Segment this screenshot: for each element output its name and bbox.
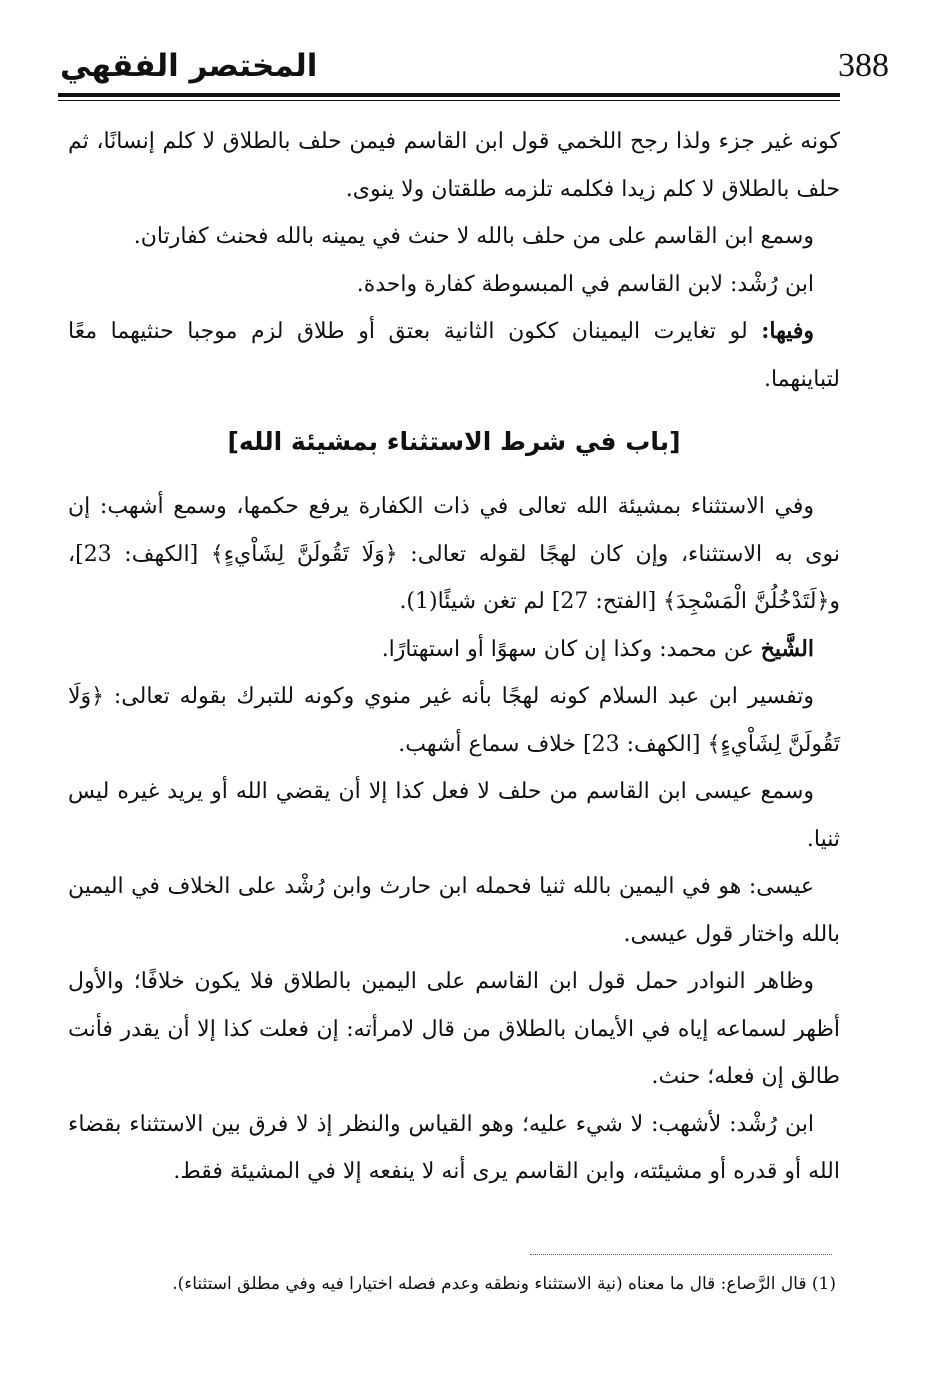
page-number: 388 bbox=[838, 47, 889, 84]
footnote-separator bbox=[530, 1254, 832, 1255]
paragraph: وسمع عيسى ابن القاسم من حلف لا فعل كذا إلا أن يقضي الله أو يريد غيره ليس ثنيا. bbox=[68, 779, 840, 852]
paragraph-lead: الشَّيخ bbox=[760, 635, 814, 662]
paragraph-lead: وفيها: bbox=[761, 318, 814, 344]
paragraph: عيسى: هو في اليمين بالله ثنيا فحمله ابن حارث وابن رُشْد على الخلاف في اليمين بالله واختار قول عيسى. bbox=[68, 874, 840, 947]
paragraph: وتفسير ابن عبد السلام كونه لهجًا بأنه غير منوي وكونه للتبرك بقوله تعالى: ﴿وَلَا تَقُولَنَّ لِشَاْيءٍ﴾ [الكهف: 23] خلاف سماع أشهب. bbox=[68, 684, 840, 757]
header-rule-thick bbox=[58, 93, 840, 97]
paragraph bbox=[68, 308, 840, 403]
paragraph: ابن رُشْد: لابن القاسم في المبسوطة كفارة واحدة. bbox=[356, 271, 814, 297]
paragraph: وفي الاستثناء بمشيئة الله تعالى في ذات الكفارة يرفع حكمها، وسمع أشهب: إن نوى به الاستثناء، وإن كان لهجًا لقوله تعالى: ﴿وَلَا تَقُولَنَّ لِشَاْيءٍ﴾ [الكهف: 23]، و﴿لَتَدْخُلُنَّ الْمَسْجِدَ﴾ [الفتح: 27] لم تغن شيئًا(1). bbox=[68, 494, 840, 614]
paragraph: ابن رُشْد: لأشهب: لا شيء عليه؛ وهو القياس والنظر إذ لا فرق بين الاستثناء بقضاء الله أو قدره أو مشيئته، وابن القاسم يرى أنه لا ينفعه إلا في المشيئة فقط. bbox=[68, 1111, 840, 1184]
section-heading: [باب في شرط الاستثناء بمشيئة الله] bbox=[227, 427, 681, 456]
paragraph: كونه غير جزء ولذا رجح اللخمي قول ابن القاسم فيمن حلف بالطلاق لا كلم إنسانًا، ثم حلف بالطلاق لا كلم زيدا فكلمه تلزمه طلقتان ولا ينوى. bbox=[68, 129, 840, 202]
footnote: (1) قال الرَّصاع: قال ما معناه (نية الاستثناء ونطقه وعدم فصله اختيارا فيه وفي مطلق استثناء). bbox=[172, 1274, 836, 1294]
paragraph bbox=[68, 626, 840, 674]
paragraph: وظاهر النوادر حمل قول ابن القاسم على اليمين بالطلاق فلا يكون خلافًا؛ والأول أظهر لسماعه إياه في الأيمان بالطلاق من قال لامرأته: إن فعلت كذا إلا أن يقدر فأنت طالق إن فعله؛ حنث. bbox=[68, 969, 840, 1089]
paragraph-text: لو تغايرت اليمينان ككون الثانية بعتق أو طلاق لزم موجبا حنثيهما معًا لتباينهما. bbox=[68, 319, 840, 392]
paragraph: وسمع ابن القاسم على من حلف بالله لا حنث في يمينه بالله فحنث كفارتان. bbox=[133, 224, 814, 249]
book-title: المختصر الفقهي bbox=[60, 48, 318, 84]
main-text bbox=[68, 118, 840, 1196]
header-rule-thin bbox=[58, 100, 840, 101]
paragraph-text: عن محمد: وكذا إن كان سهوًا أو استهتارًا. bbox=[381, 636, 761, 662]
page-header bbox=[60, 40, 889, 92]
